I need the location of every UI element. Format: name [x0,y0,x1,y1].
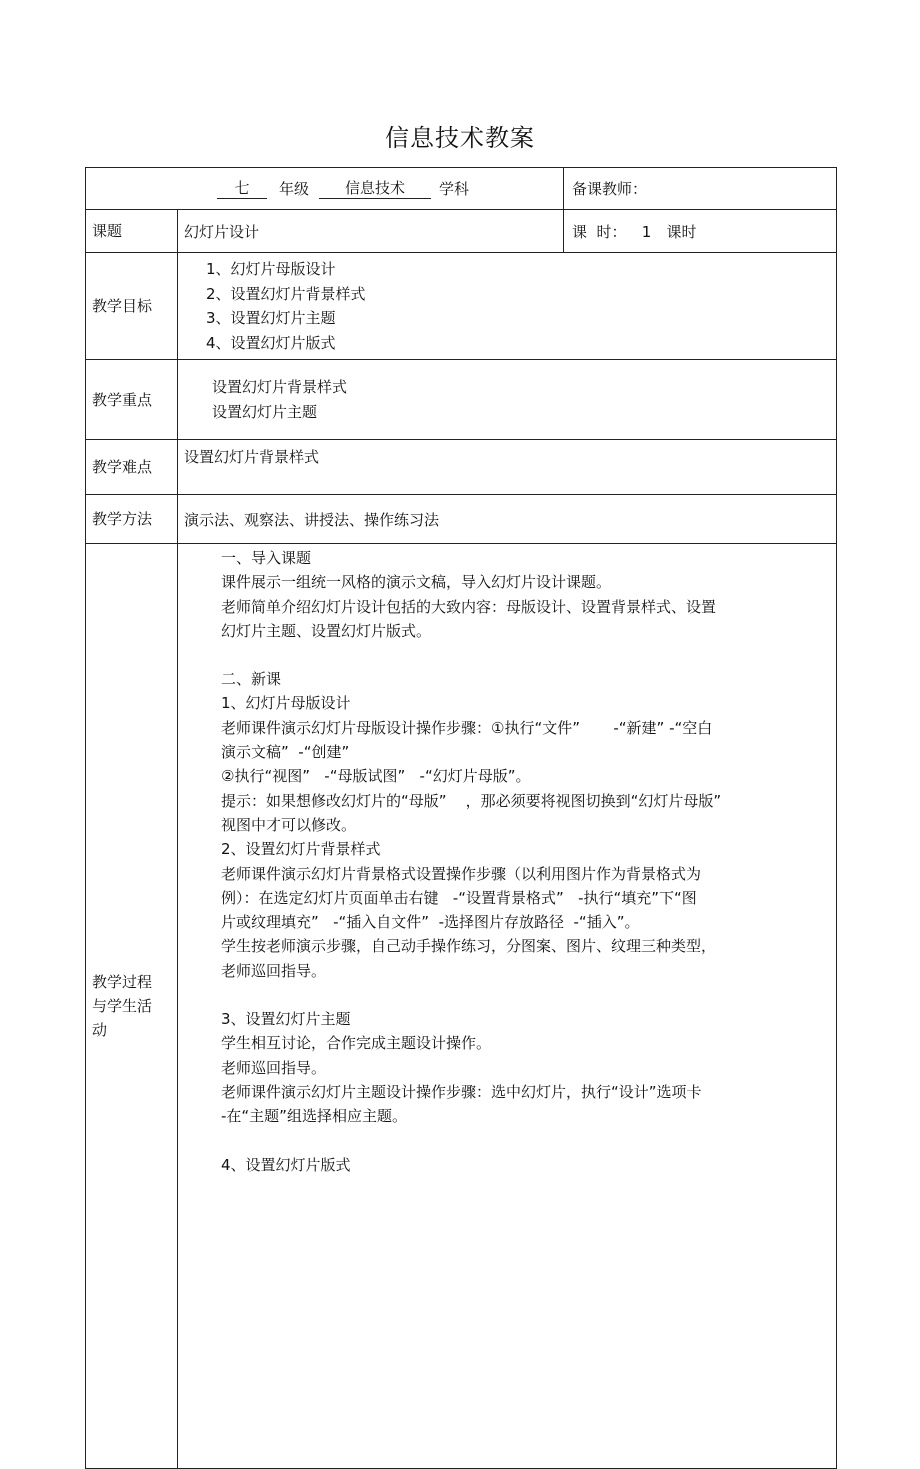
difficulty-row [86,440,837,495]
process-line: 课件展示一组统一风格的演示文稿，导入幻灯片设计课题。 [221,573,612,592]
key-point-item: 设置幻灯片背景样式 [212,378,348,396]
topic-value: 幻灯片设计 [178,210,564,253]
process-line: 老师简单介绍幻灯片设计包括的大致内容：母版设计、设置背景样式、设置 [221,597,717,616]
process-spacer [221,983,828,1007]
process-line: 学生按老师演示步骤，自己动手操作练习，分图案、图片、纹理三种类型， [221,937,717,956]
goal-item: 1、幻灯片母版设计 [206,260,336,278]
grade-label: 年级 [279,180,310,198]
process-label-line: 动 [92,1021,108,1039]
topic-row [86,210,837,253]
class-hours-unit: 课时 [666,222,697,241]
process-cell [178,544,837,1469]
process-label [86,544,178,1469]
subject-label: 学科 [439,180,470,198]
process-line: -在“主题”组选择相应主题。 [221,1107,407,1126]
lesson-plan-table [85,167,837,1469]
process-line: 老师课件演示幻灯片背景格式设置操作步骤（以利用图片作为背景格式为 [221,864,702,883]
topic-label: 课题 [86,210,178,253]
key-points-label: 教学重点 [86,360,178,440]
key-points-row [86,360,837,440]
goal-item: 4、设置幻灯片版式 [206,333,336,352]
class-hours-value: 1 [641,222,652,241]
document-title: 信息技术教案 [385,124,535,152]
process-line: 3、设置幻灯片主题 [221,1010,351,1029]
difficulty-label: 教学难点 [86,440,178,495]
class-hours-label: 课 时： [572,222,627,241]
process-line: 老师巡回指导。 [221,1058,327,1077]
difficulty-value: 设置幻灯片背景样式 [178,440,837,495]
goals-label: 教学目标 [86,253,178,360]
goal-item: 2、设置幻灯片背景样式 [206,284,366,303]
process-line: 老师课件演示幻灯片主题设计操作步骤：选中幻灯片，执行“设计”选项卡 [221,1082,702,1101]
key-point-item: 设置幻灯片主题 [212,402,318,421]
process-line: 学生相互讨论，合作完成主题设计操作。 [221,1034,492,1053]
header-row [86,168,837,210]
grade-subject-cell [86,168,564,210]
process-line: ②执行“视图” -“母版试图” -“幻灯片母版”。 [221,767,531,786]
process-line: 一、导入课题 [221,549,312,567]
grade-value: 七 [217,178,267,199]
process-label-line: 教学过程 [92,973,153,991]
class-hours-cell [564,210,837,253]
methods-row [86,495,837,544]
process-line: 视图中才可以修改。 [221,815,357,834]
goals-cell [178,253,837,360]
methods-value: 演示法、观察法、讲授法、操作练习法 [178,495,837,544]
process-line: 4、设置幻灯片版式 [221,1155,351,1174]
key-points-cell [178,360,837,440]
process-line: 演示文稿” -“创建” [221,743,350,762]
teacher-label: 备课教师： [564,168,837,210]
process-line: 老师课件演示幻灯片母版设计操作步骤：①执行“文件” -“新建” -“空白 [221,718,713,737]
goals-row [86,253,837,360]
process-body [178,544,836,1177]
process-line: 老师巡回指导。 [221,961,327,980]
process-line: 二、新课 [221,670,282,689]
process-line: 片或纹理填充” -“插入自文件” -选择图片存放路径 -“插入”。 [221,913,640,932]
process-line: 1、幻灯片母版设计 [221,694,351,713]
process-spacer [221,643,828,667]
process-line: 幻灯片主题、设置幻灯片版式。 [221,621,432,640]
process-spacer [221,1129,828,1153]
process-row [86,544,837,1469]
subject-value: 信息技术 [319,178,431,199]
goal-item: 3、设置幻灯片主题 [206,309,336,327]
process-line: 例）：在选定幻灯片页面单击右键 -“设置背景格式” -执行“填充”下“图 [221,888,697,907]
process-line: 2、设置幻灯片背景样式 [221,840,381,859]
process-label-line: 与学生活 [92,997,153,1015]
methods-label: 教学方法 [86,495,178,544]
process-line: 提示：如果想修改幻灯片的“母版” ，那必须要将视图切换到“幻灯片母版” [221,791,722,810]
